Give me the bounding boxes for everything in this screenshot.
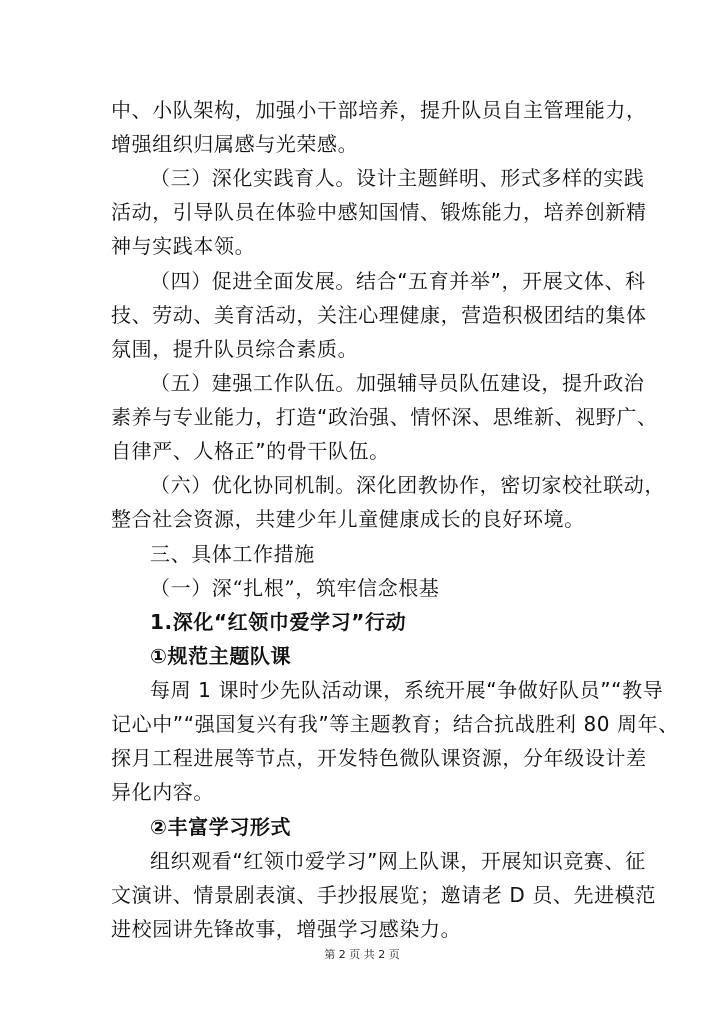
section-6-title: （六）优化协同机制。 <box>150 473 356 497</box>
text-line <box>111 778 671 806</box>
section-3-title: （三）深化实践育人。 <box>150 166 356 190</box>
text-line <box>111 130 671 158</box>
line-text: 异化内容。 <box>111 780 214 804</box>
line-text: 素养与专业能力，打造“政治强、情怀深、思维新、视野广、 <box>111 405 658 429</box>
text-line <box>111 335 671 363</box>
section-4-title: （四）促进全面发展。 <box>150 269 356 293</box>
line-text: 活动，引导队员在体验中感知国情、锻炼能力，培养创新精 <box>111 200 647 224</box>
line-text: 探月工程进展等节点，开发特色微队课资源，分年级设计差 <box>111 746 647 770</box>
page-footer: 第 2 页 共 2 页 <box>324 948 400 961</box>
line-text: 三、具体工作措施 <box>150 542 315 566</box>
line-text: 深化团教协作，密切家校社联动， <box>356 473 665 497</box>
chapter-heading <box>150 540 670 568</box>
section-heading-3 <box>150 164 670 192</box>
text-line <box>111 198 671 226</box>
line-text: 加强辅导员队伍建设，提升政治 <box>356 371 645 395</box>
text-line <box>111 403 671 431</box>
line-text: 增强组织归属感与光荣感。 <box>111 132 359 156</box>
text-line <box>111 301 671 329</box>
item-heading-1 <box>150 642 670 670</box>
line-text: 神与实践本领。 <box>111 234 256 258</box>
line-text: 自律严、人格正”的骨干队伍。 <box>111 439 390 463</box>
section-6-heading <box>150 471 670 499</box>
line-text: ①规范主题队课 <box>150 644 292 668</box>
section-5-heading <box>150 369 670 397</box>
line-text: 结合“五育并举”，开展文体、科 <box>356 269 646 293</box>
text-line <box>111 744 671 772</box>
subsection-heading <box>150 574 670 602</box>
line-text: 中、小队架构，加强小干部培养，提升队员自主管理能力， <box>111 98 647 122</box>
text-line <box>111 96 671 124</box>
text-line <box>111 505 671 533</box>
line-text: 进校园讲先锋故事，增强学习感染力。 <box>111 917 462 941</box>
section-4-heading <box>150 267 670 295</box>
item-heading-2 <box>150 813 670 841</box>
text-line <box>111 710 679 738</box>
text-line <box>150 847 670 875</box>
line-text: 每周 1 课时少先队活动课，系统开展“争做好队员”“教导 <box>150 678 664 702</box>
text-line <box>111 437 671 465</box>
line-text: 1.深化“红领巾爱学习”行动 <box>150 610 407 634</box>
action-heading <box>150 608 670 636</box>
line-text: （一）深“扎根”，筑牢信念根基 <box>150 576 440 600</box>
line-text: 整合社会资源，共建少年儿童健康成长的良好环境。 <box>111 507 585 531</box>
line-text: 设计主题鲜明、形式多样的实践 <box>356 166 645 190</box>
section-5-title: （五）建强工作队伍。 <box>150 371 356 395</box>
line-text: 文演讲、情景剧表演、手抄报展览；邀请老 D 员、先进模范 <box>111 883 656 907</box>
line-text: ②丰富学习形式 <box>150 815 292 839</box>
text-line <box>111 915 671 943</box>
line-text: 技、劳动、美育活动，关注心理健康，营造积极团结的集体 <box>111 303 647 327</box>
text-line <box>111 232 671 260</box>
text-line <box>150 676 670 704</box>
line-text: 氛围，提升队员综合素质。 <box>111 337 359 361</box>
text-line <box>111 881 671 909</box>
line-text: 组织观看“红领巾爱学习”网上队课，开展知识竞赛、征 <box>150 849 646 873</box>
line-text: 记心中”“强国复兴有我”等主题教育；结合抗战胜利 80 周年、 <box>111 712 679 736</box>
